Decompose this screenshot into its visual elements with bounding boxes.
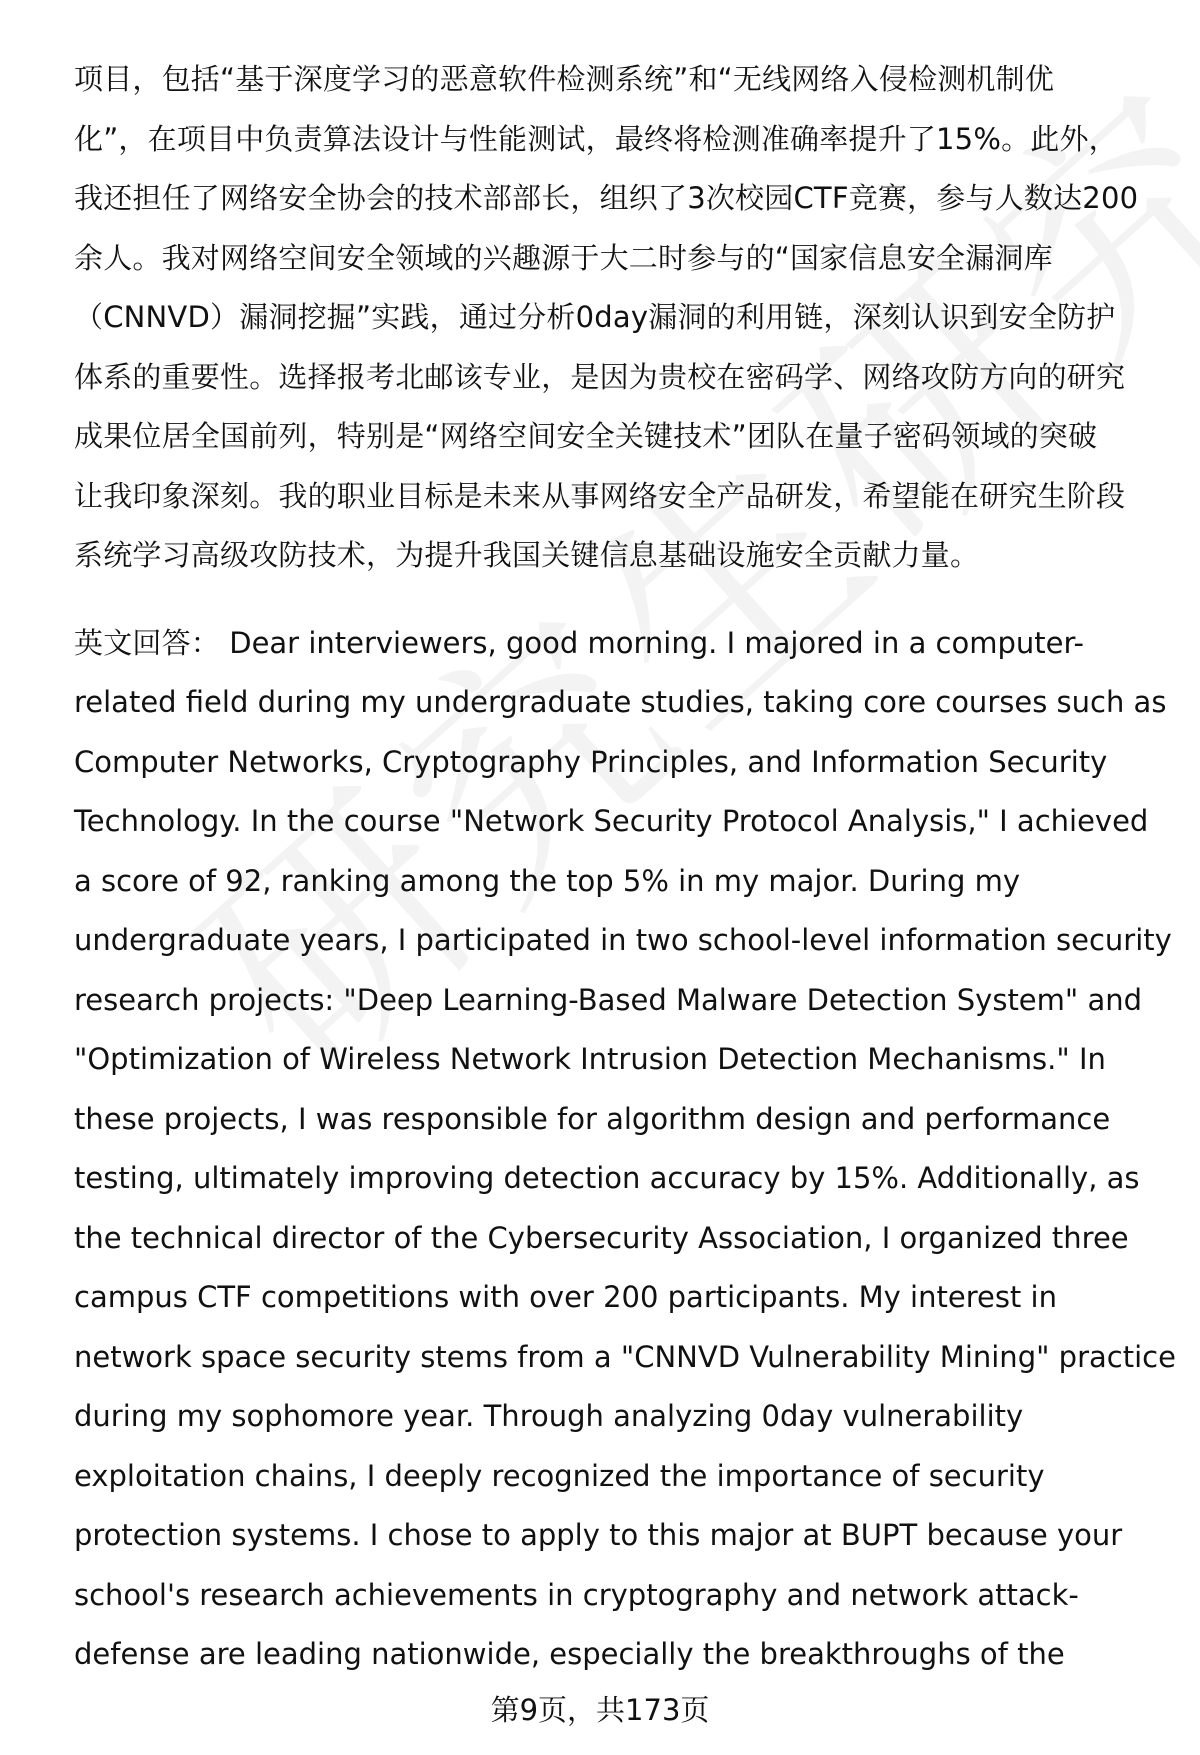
- paragraph-line: "Optimization of Wireless Network Intrusion Detection Mechanisms." In: [74, 1042, 1106, 1076]
- paragraph-line: 成果位居全国前列，特别是“网络空间安全关键技术”团队在量子密码领域的突破: [74, 419, 1098, 453]
- paragraph-line: during my sophomore year. Through analyzing 0day vulnerability: [74, 1399, 1024, 1433]
- page-content: [74, 50, 1176, 1685]
- english-answer-label: 英文回答：: [74, 625, 221, 660]
- paragraph-line: exploitation chains, I deeply recognized the importance of security: [74, 1458, 1045, 1493]
- paragraph-line: 让我印象深刻。我的职业目标是未来从事网络安全产品研发，希望能在研究生阶段: [74, 478, 1126, 513]
- paragraph-line: 化”，在项目中负责算法设计与性能测试，最终将检测准确率提升了15%。此外，: [74, 121, 1118, 156]
- paragraph-line: the technical director of the Cybersecurity Association, I organized three: [74, 1220, 1129, 1255]
- paragraph-line: network space security stems from a "CNNVD Vulnerability Mining" practice: [74, 1339, 1176, 1374]
- paragraph-line: protection systems. I chose to apply to this major at BUPT because your: [74, 1518, 1123, 1552]
- english-answer-first-line: [74, 614, 1164, 674]
- paragraph-line: （CNNVD）漏洞挖掘”实践，通过分析0day漏洞的利用链，深刻认识到安全防护: [74, 300, 1116, 334]
- paragraph-line: 余人。我对网络空间安全领域的兴趣源于大二时参与的“国家信息安全漏洞库: [74, 240, 1053, 275]
- english-answer-paragraph: [74, 614, 1176, 1685]
- paragraph-line: 我还担任了网络安全协会的技术部部长，组织了3次校园CTF竞赛，参与人数达200: [74, 181, 1139, 215]
- paragraph-gap: [74, 586, 1164, 614]
- paragraph-line: 系统学习高级攻防技术，为提升我国关键信息基础设施安全贡献力量。: [74, 538, 980, 572]
- paragraph-line: these projects, I was responsible for algorithm design and performance: [74, 1101, 1111, 1136]
- paragraph-line: 项目，包括“基于深度学习的恶意软件检测系统”和“无线网络入侵检测机制优: [74, 62, 1055, 96]
- page-number: 第9页，共173页: [490, 1693, 710, 1727]
- page-footer: [0, 1690, 1200, 1730]
- paragraph-line: research projects: "Deep Learning-Based Malware Detection System" and: [74, 982, 1143, 1017]
- paragraph-line: Technology. In the course "Network Security Protocol Analysis," I achieved: [74, 804, 1149, 838]
- paragraph-line: 体系的重要性。选择报考北邮该专业，是因为贵校在密码学、网络攻防方向的研究: [74, 359, 1126, 394]
- paragraph-line: a score of 92, ranking among the top 5% in my major. During my: [74, 863, 1021, 898]
- paragraph-line-text: Dear interviewers, good morning. I majored in a computer-: [229, 625, 1085, 660]
- paragraph-line: related field during my undergraduate studies, taking core courses such as: [74, 685, 1167, 719]
- paragraph-line: campus CTF competitions with over 200 participants. My interest in: [74, 1280, 1057, 1314]
- paragraph-line: testing, ultimately improving detection accuracy by 15%. Additionally, as: [74, 1161, 1140, 1195]
- chinese-paragraph: [74, 50, 1164, 586]
- paragraph-line: Computer Networks, Cryptography Principles, and Information Security: [74, 744, 1108, 779]
- paragraph-line: school's research achievements in cryptography and network attack-: [74, 1577, 1079, 1612]
- paragraph-line: defense are leading nationwide, especially the breakthroughs of the: [74, 1637, 1065, 1671]
- paragraph-line: undergraduate years, I participated in two school-level information security: [74, 923, 1172, 957]
